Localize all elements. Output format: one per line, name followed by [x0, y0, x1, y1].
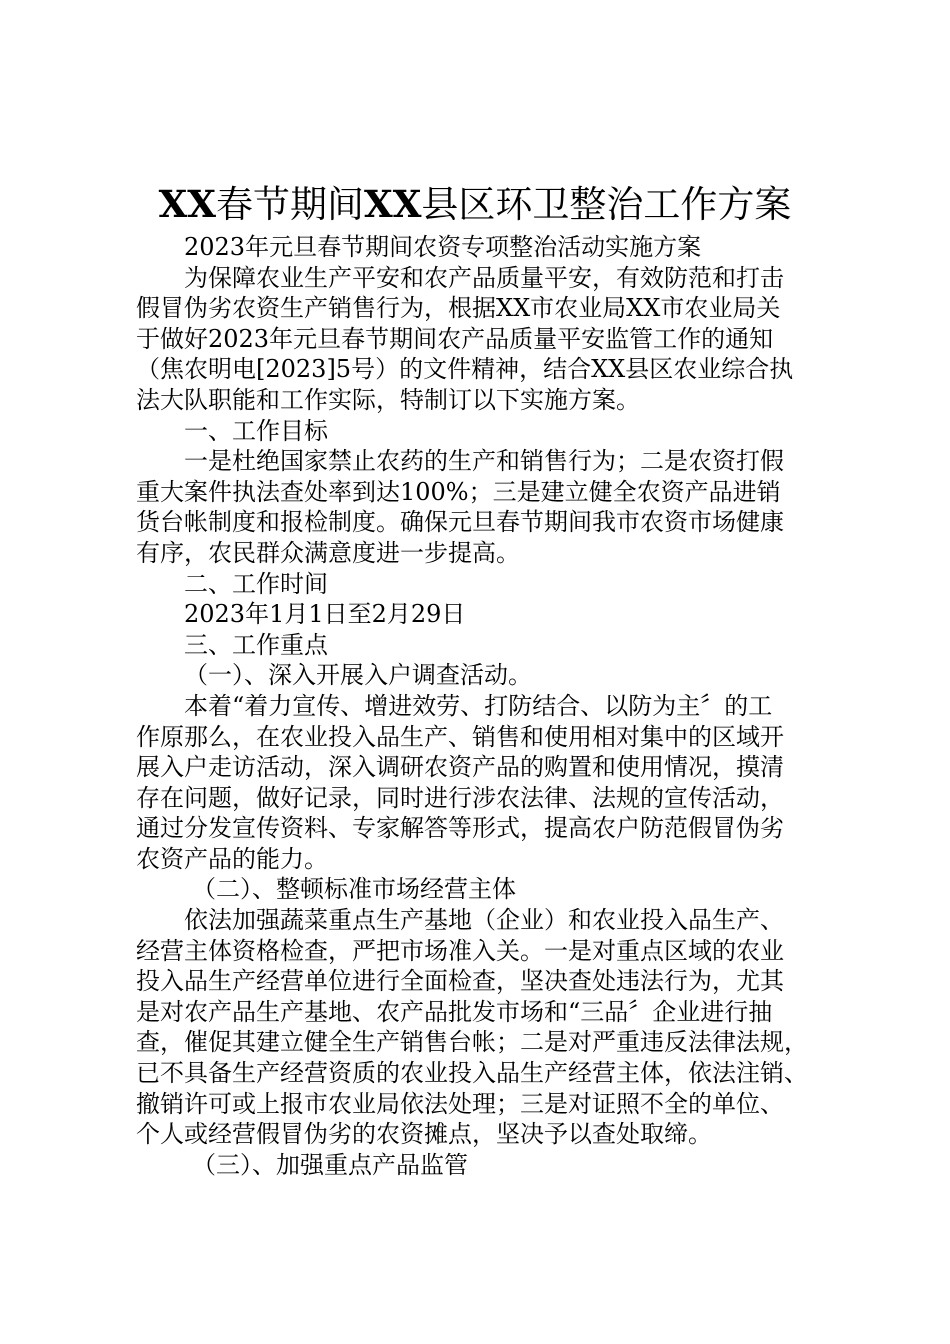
paragraph-line: 法大队职能和工作实际，特制订以下实施方案。	[136, 385, 640, 414]
paragraph-line: 三、工作重点	[184, 630, 328, 659]
document-title	[0, 180, 950, 229]
paragraph-line: 2023年1月1日至2月29日	[184, 600, 466, 629]
paragraph-line: 撤销许可或上报市农业局依法处理；三是对证照不全的单位、	[136, 1089, 784, 1118]
paragraph-line: 是对农产品生产基地、农产品批发市场和“三品〞企业进行抽	[136, 997, 773, 1026]
paragraph-line: 依法加强蔬菜重点生产基地（企业）和农业投入品生产、	[184, 906, 784, 935]
paragraph-line: 货台帐制度和报检制度。确保元旦春节期间我市农资市场健康	[136, 508, 784, 537]
paragraph-line: 已不具备生产经营资质的农业投入品生产经营主体，依法注销、	[136, 1059, 808, 1088]
paragraph-line: 为保障农业生产平安和农产品质量平安，有效防范和打击	[184, 263, 784, 292]
paragraph-line: 作原那么，在农业投入品生产、销售和使用相对集中的区域开	[136, 722, 784, 751]
paragraph-line: 于做好2023年元旦春节期间农产品质量平安监管工作的通知	[136, 324, 774, 353]
paragraph-line: 展入户走访活动，深入调研农资产品的购置和使用情况，摸清	[136, 753, 784, 782]
title-part-4: 县区环卫整治工作方案	[421, 183, 792, 226]
paragraph-line: 查，催促其建立健全生产销售台帐；二是对严重违反法律法规，	[136, 1028, 808, 1057]
paragraph-line: 经营主体资格检查，严把市场准入关。一是对重点区域的农业	[136, 936, 784, 965]
paragraph-line: （三）、加强重点产品监管	[192, 1150, 468, 1179]
title-part-1: XX	[158, 182, 216, 226]
paragraph-line: 存在问题，做好记录，同时进行涉农法律、法规的宣传活动，	[136, 783, 784, 812]
paragraph-line: 农资产品的能力。	[136, 844, 328, 873]
paragraph-line: 投入品生产经营单位进行全面检查，坚决查处违法行为，尤其	[136, 967, 784, 996]
paragraph-line: 二、工作时间	[184, 569, 328, 598]
paragraph-line: 一、工作目标	[184, 416, 328, 445]
paragraph-line: 通过分发宣传资料、专家解答等形式，提高农户防范假冒伪劣	[136, 814, 784, 843]
paragraph-line: 一是杜绝国家禁止农药的生产和销售行为；二是农资打假	[184, 447, 784, 476]
paragraph-line: （二）、整顿标准市场经营主体	[192, 875, 516, 904]
paragraph-line: 假冒伪劣农资生产销售行为，根据XX市农业局XX市农业局关	[136, 294, 781, 323]
paragraph-line: 个人或经营假冒伪劣的农资摊点，坚决予以查处取缔。	[136, 1120, 712, 1149]
document-body	[136, 232, 826, 1180]
paragraph-line: 有序，农民群众满意度进一步提高。	[136, 538, 520, 567]
paragraph-line: （焦农明电[2023]5号）的文件精神，结合XX县区农业综合执	[136, 355, 794, 384]
paragraph-line: 本着“着力宣传、增进效劳、打防结合、以防为主〞的工	[184, 691, 773, 720]
paragraph-line: 2023年元旦春节期间农资专项整治活动实施方案	[184, 233, 702, 261]
paragraph-line: 重大案件执法查处率到达100%；三是建立健全农资产品进销	[136, 477, 781, 506]
paragraph-line: （一）、深入开展入户调查活动。	[184, 661, 532, 690]
title-part-3: XX	[364, 182, 422, 226]
title-part-2: 春节期间	[216, 183, 364, 226]
